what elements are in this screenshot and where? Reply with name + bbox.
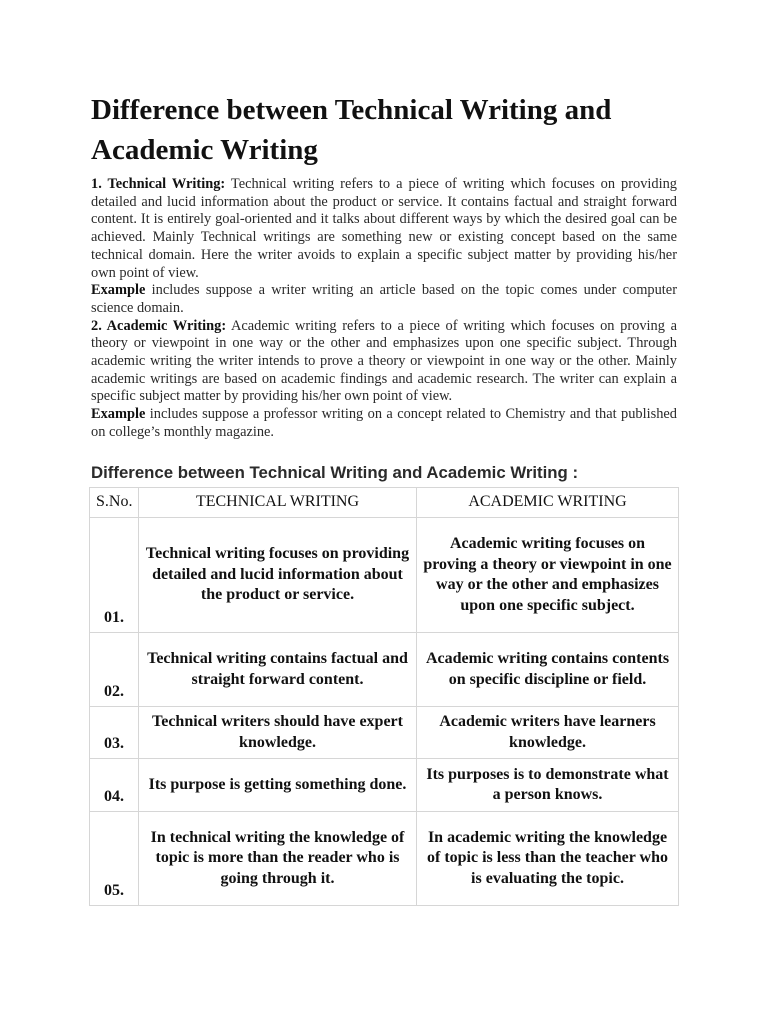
table-row <box>90 812 679 906</box>
technical-example-text: includes suppose a writer writing an article based on the topic comes under computer science domain. <box>91 282 677 316</box>
body-text <box>91 176 677 442</box>
cell-academic: In academic writing the knowledge of topic is less than the teacher who is evaluating the topic. <box>417 812 679 906</box>
cell-sno: 04. <box>90 759 139 812</box>
academic-example-text: includes suppose a professor writing on a concept related to Chemistry and that published on college’s monthly magazine. <box>91 406 677 440</box>
cell-academic: Academic writing contains contents on specific discipline or field. <box>417 633 679 707</box>
technical-writing-paragraph <box>91 176 677 282</box>
cell-technical: Technical writing contains factual and straight forward content. <box>139 633 417 707</box>
cell-sno: 01. <box>90 518 139 633</box>
cell-sno: 02. <box>90 633 139 707</box>
table-row <box>90 633 679 707</box>
cell-technical: Technical writers should have expert knowledge. <box>139 707 417 759</box>
academic-writing-text: Academic writing refers to a piece of writing which focuses on proving a theory or viewpoint in one way or the other and emphasizes upon one specific subject. Through academic writing the writer intends to prove a theory or viewpoint in one way or the other. Mainly academic writings are based on academic findings and academic research. The writer can explain a specific subject matter by providing his/her own point of view. <box>91 317 677 405</box>
header-sno: S.No. <box>90 488 139 518</box>
technical-example-paragraph <box>91 282 677 317</box>
table-row <box>90 518 679 633</box>
example-label: Example <box>91 406 146 423</box>
cell-technical: In technical writing the knowledge of topic is more than the reader who is going through it. <box>139 812 417 906</box>
table-header-row <box>90 488 679 518</box>
academic-writing-label: 2. Academic Writing: <box>91 317 227 334</box>
technical-writing-label: 1. Technical Writing: <box>91 176 226 192</box>
cell-technical: Its purpose is getting something done. <box>139 759 417 812</box>
cell-academic: Its purposes is to demonstrate what a person knows. <box>417 759 679 812</box>
header-academic-writing: ACADEMIC WRITING <box>417 488 679 518</box>
page-title: Difference between Technical Writing and Academic Writing <box>91 94 612 166</box>
cell-academic: Academic writers have learners knowledge. <box>417 707 679 759</box>
cell-academic: Academic writing focuses on proving a theory or viewpoint in one way or the other and emphasizes upon one specific subject. <box>417 518 679 633</box>
academic-example-paragraph <box>91 406 677 441</box>
table-title: Difference between Technical Writing and Academic Writing : <box>91 463 579 482</box>
table-row <box>90 759 679 812</box>
comparison-table <box>89 487 679 906</box>
technical-writing-text: Technical writing refers to a piece of writing which focuses on providing detailed and lucid information about the product or service. It contains factual and straight forward content. It is entirely goal-oriented and it talks about different ways by which the desired goal can be achieved. Mainly Technical writings are something new or existing concept based on the same technical domain. Here the writer avoids to explain a specific subject matter by providing his/her own point of view. <box>91 176 677 281</box>
example-label: Example <box>91 282 146 299</box>
cell-sno: 05. <box>90 812 139 906</box>
header-technical-writing: TECHNICAL WRITING <box>139 488 417 518</box>
cell-technical: Technical writing focuses on providing detailed and lucid information about the product or service. <box>139 518 417 633</box>
academic-writing-paragraph <box>91 318 677 407</box>
table-row <box>90 707 679 759</box>
cell-sno: 03. <box>90 707 139 759</box>
